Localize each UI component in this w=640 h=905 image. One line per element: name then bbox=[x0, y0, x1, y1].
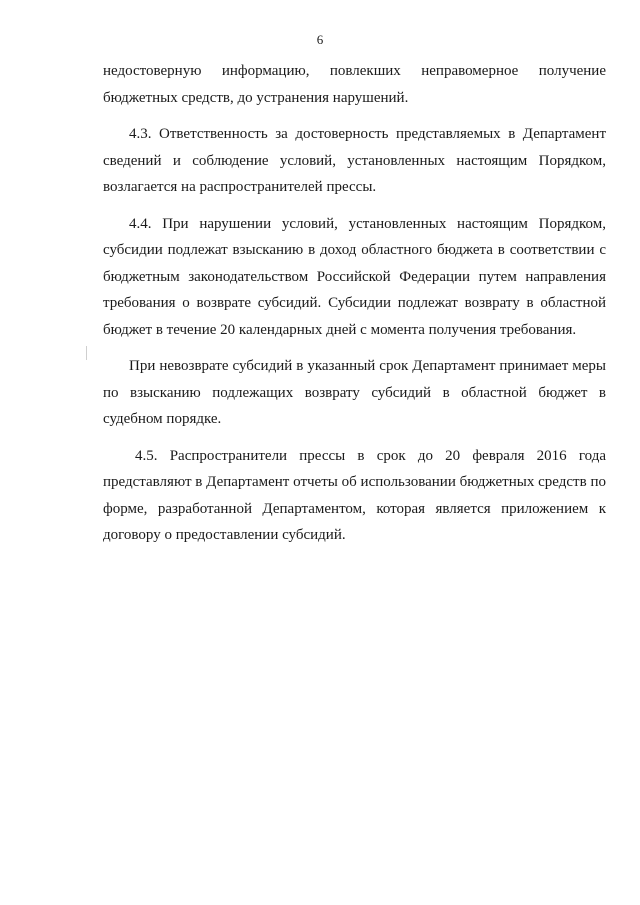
paragraph-non-return: При невозврате субсидий в указанный срок Департамент принимает меры по взысканию подлежащих возврату субсидий в областной бюджет в судебном порядке. bbox=[103, 358, 606, 427]
document-body bbox=[103, 58, 606, 559]
paragraph-4-5: 4.5. Распространители прессы в срок до 20 февраля 2016 года представляют в Департамент отчеты об использовании бюджетных средств по форме, разработанной Департаментом, которая является приложением к договору о предоставлении субсидий. bbox=[103, 447, 606, 543]
paragraph-continuation: недостоверную информацию, повлекших неправомерное получение бюджетных средств, до устранения нарушений. bbox=[103, 63, 606, 106]
margin-mark bbox=[86, 346, 87, 360]
paragraph-4-3: 4.3. Ответственность за достоверность представляемых в Департамент сведений и соблюдение условий, установленных настоящим Порядком, возлагается на распространителей прессы. bbox=[103, 126, 606, 195]
paragraph-4-4: 4.4. При нарушении условий, установленных настоящим Порядком, субсидии подлежат взысканию в доход областного бюджета в соответствии с бюджетным законодательством Российской Федерации путем направления требования о возврате субсидий. Субсидии подлежат возврату в областной бюджет в течение 20 календарных дней с момента получения требования. bbox=[103, 215, 606, 338]
page-number: 6 bbox=[316, 32, 324, 47]
